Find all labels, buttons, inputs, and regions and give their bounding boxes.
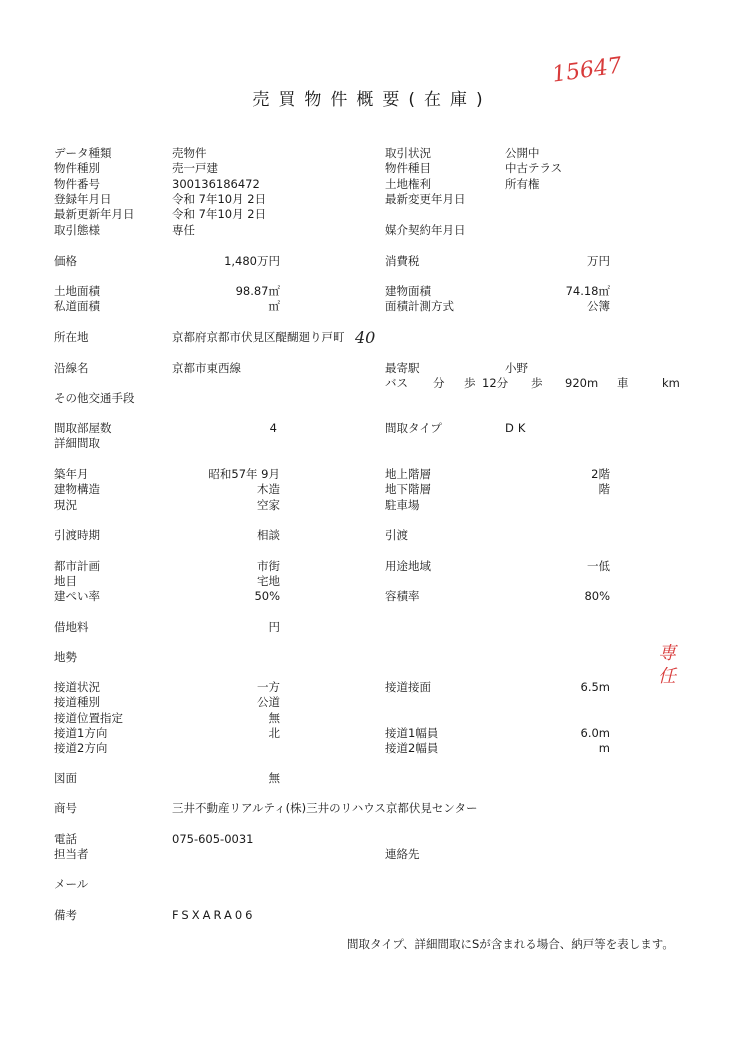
label-layout-detail: 詳細間取 (54, 436, 100, 450)
value-transaction-mode: 専任 (172, 223, 195, 237)
value-floors-below: 階 (598, 482, 610, 496)
label-trade-name: 商号 (54, 801, 77, 815)
stamp-char-1: 専 (658, 643, 676, 664)
value-property-number: 300136186472 (172, 177, 260, 191)
label-walk-distance: 歩 (531, 376, 543, 390)
label-road-status: 接道状況 (54, 680, 100, 694)
label-property-item: 物件種目 (385, 161, 431, 175)
value-property-kind: 売一戸建 (172, 161, 218, 175)
label-zoning: 用途地域 (385, 559, 431, 573)
label-agency-contract-date: 媒介契約年月日 (385, 223, 466, 237)
label-floor-area-ratio: 容積率 (385, 589, 420, 603)
label-room-count: 間取部屋数 (54, 421, 112, 435)
label-floors-above: 地上階層 (385, 467, 431, 481)
handwritten-stamp (655, 642, 679, 688)
value-trade-name: 三井不動産リアルティ(株)三井のリハウス京都伏見センター (172, 801, 478, 815)
value-distance: 920m (565, 376, 599, 390)
label-location: 所在地 (54, 330, 89, 344)
value-road1-width: 6.0m (580, 726, 610, 740)
value-area-measure-method: 公簿 (587, 299, 610, 313)
label-road1-width: 接道1幅員 (385, 726, 439, 740)
label-last-update-date: 最新更新年月日 (54, 207, 135, 221)
label-km: km (662, 376, 680, 390)
value-registered-date: 令和 7年10月 2日 (172, 192, 267, 206)
label-current-status: 現況 (54, 498, 77, 512)
value-city-planning: 市街 (257, 559, 280, 573)
value-room-count: 4 (269, 421, 277, 435)
value-building-coverage: 50% (254, 589, 280, 603)
value-handover-time: 相談 (257, 528, 280, 542)
label-registered-date: 登録年月日 (54, 192, 112, 206)
label-handover-time: 引渡時期 (54, 528, 100, 542)
value-consumption-tax: 万円 (587, 254, 610, 268)
value-zoning: 一低 (587, 559, 610, 573)
value-land-area: 98.87㎡ (235, 284, 280, 298)
label-building-coverage: 建ぺい率 (54, 589, 100, 603)
label-layout-type: 間取タイプ (385, 421, 442, 435)
label-price: 価格 (54, 254, 77, 268)
value-road-designation: 無 (268, 711, 280, 725)
label-other-transport: その他交通手段 (54, 391, 135, 405)
value-road-type: 公道 (257, 695, 280, 709)
value-floors-above: 2階 (591, 467, 610, 481)
label-bus: バス (385, 376, 408, 390)
value-remarks: FSXARA06 (172, 908, 256, 922)
value-road2-width: m (598, 741, 610, 755)
value-current-status: 空家 (257, 498, 280, 512)
value-road-frontage: 6.5m (580, 680, 610, 694)
value-phone: 075-605-0031 (172, 832, 254, 846)
label-city-planning: 都市計画 (54, 559, 100, 573)
label-road-type: 接道種別 (54, 695, 100, 709)
label-land-category: 地目 (54, 574, 77, 588)
label-building-area: 建物面積 (385, 284, 431, 298)
label-drawing: 図面 (54, 771, 77, 785)
label-terrain: 地勢 (54, 650, 77, 664)
label-land-area: 土地面積 (54, 284, 100, 298)
label-property-kind: 物件種別 (54, 161, 100, 175)
label-road2-direction: 接道2方向 (54, 741, 108, 755)
value-land-category: 宅地 (257, 574, 280, 588)
label-road-designation: 接道位置指定 (54, 711, 123, 725)
label-consumption-tax: 消費税 (385, 254, 420, 268)
label-trade-status: 取引状況 (385, 146, 431, 160)
label-phone: 電話 (54, 832, 77, 846)
value-road-status: 一方 (257, 680, 280, 694)
value-data-type: 売物件 (172, 146, 207, 160)
footnote: 間取タイプ、詳細間取にSが含まれる場合、納戸等を表します。 (347, 937, 674, 951)
label-email: メール (54, 877, 89, 891)
value-price: 1,480万円 (224, 254, 280, 268)
label-road1-direction: 接道1方向 (54, 726, 108, 740)
label-road-frontage: 接道接面 (385, 680, 431, 694)
label-bus-min: 分 (433, 376, 445, 390)
handwritten-number: 15647 (550, 53, 624, 88)
label-data-type: データ種類 (54, 146, 112, 160)
label-private-road-area: 私道面積 (54, 299, 100, 313)
value-location: 京都府京都市伏見区醍醐廻り戸町 (172, 330, 345, 344)
label-land-right: 土地権利 (385, 177, 431, 191)
value-land-right: 所有権 (505, 177, 540, 191)
label-line-name: 沿線名 (54, 361, 89, 375)
label-built-date: 築年月 (54, 467, 89, 481)
stamp-char-2: 任 (658, 666, 676, 687)
label-property-number: 物件番号 (54, 177, 100, 191)
label-remarks: 備考 (54, 908, 77, 922)
value-trade-status: 公開中 (505, 146, 540, 160)
label-contact: 連絡先 (385, 847, 420, 861)
label-parking: 駐車場 (385, 498, 420, 512)
label-nearest-station: 最寄駅 (385, 361, 420, 375)
value-road1-direction: 北 (268, 726, 280, 740)
value-built-date: 昭和57年 9月 (208, 467, 280, 481)
value-floor-area-ratio: 80% (584, 589, 610, 603)
label-transaction-mode: 取引態様 (54, 223, 100, 237)
page-title: 売買物件概要(在庫) (252, 90, 492, 110)
label-car: 車 (617, 376, 629, 390)
value-structure: 木造 (257, 482, 280, 496)
handwritten-address-number: 40 (355, 328, 376, 347)
value-property-item: 中古テラス (505, 161, 563, 175)
label-road2-width: 接道2幅員 (385, 741, 439, 755)
value-land-rent: 円 (268, 620, 280, 634)
label-person-in-charge: 担当者 (54, 847, 89, 861)
value-last-update-date: 令和 7年10月 2日 (172, 207, 267, 221)
value-nearest-station: 小野 (505, 361, 528, 375)
label-last-change-date: 最新変更年月日 (385, 192, 466, 206)
value-private-road-area: ㎡ (268, 299, 280, 313)
label-floors-below: 地下階層 (385, 482, 431, 496)
value-layout-type: DK (505, 421, 530, 435)
label-area-measure-method: 面積計測方式 (385, 299, 454, 313)
value-walk-minutes: 12分 (482, 376, 509, 390)
value-drawing: 無 (268, 771, 280, 785)
label-handover: 引渡 (385, 528, 408, 542)
label-land-rent: 借地料 (54, 620, 89, 634)
value-building-area: 74.18㎡ (565, 284, 610, 298)
value-line-name: 京都市東西線 (172, 361, 241, 375)
label-walk: 歩 (464, 376, 476, 390)
label-structure: 建物構造 (54, 482, 100, 496)
